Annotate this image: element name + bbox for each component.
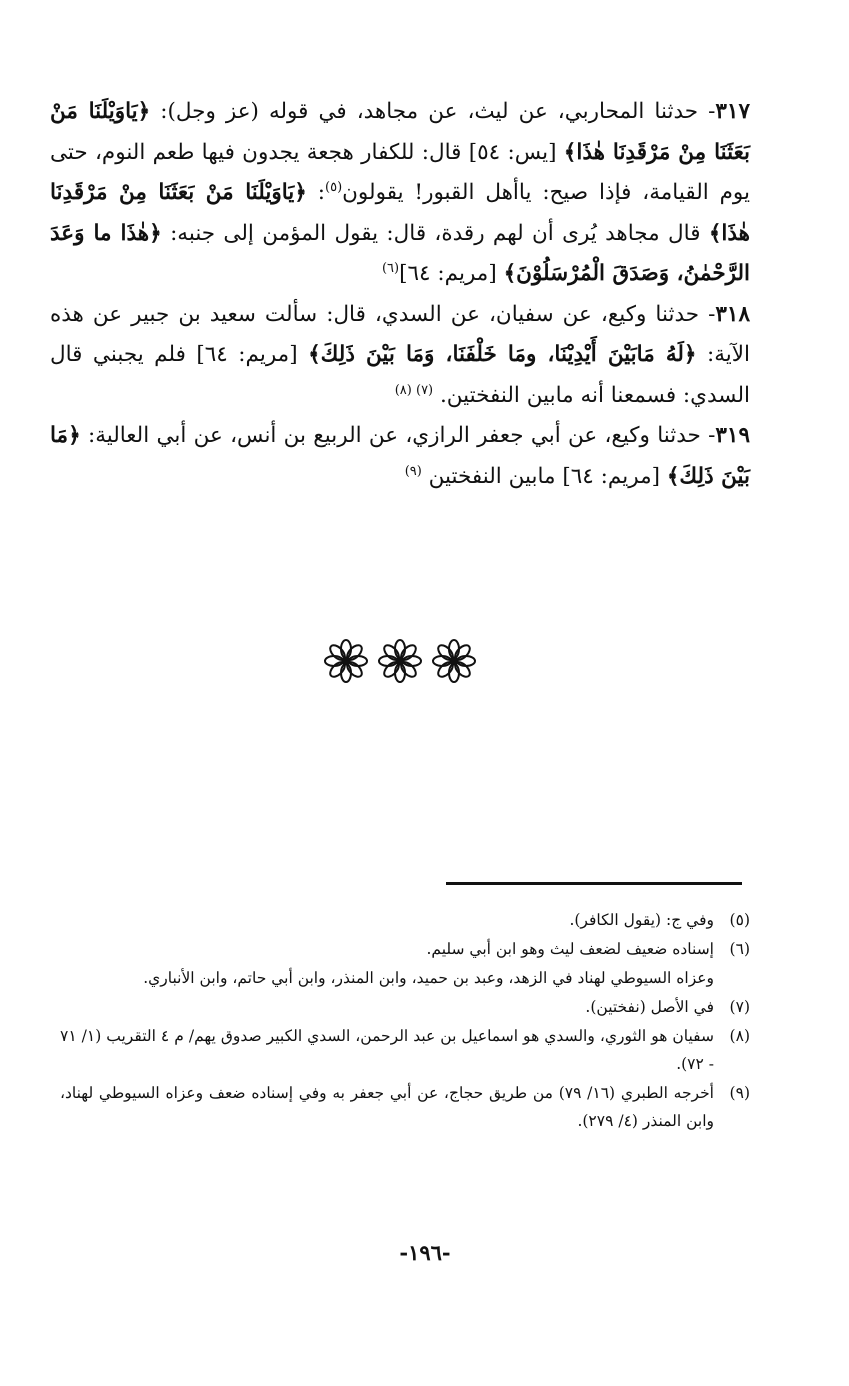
section-ornament <box>322 635 478 687</box>
footnote-number: (٧) <box>729 998 750 1016</box>
main-text <box>50 92 750 497</box>
footnote-5 <box>60 906 750 934</box>
narration-text: قال مجاهد يُرى أن لهم رقدة، قال: يقول المؤمن إلى جنبه: <box>161 220 709 246</box>
footnote-divider <box>446 882 742 885</box>
narration-text: - حدثنا وكيع، عن سفيان، عن السدي، قال: سألت سعيد بن جبير عن هذه الآية: <box>50 301 750 367</box>
hadith-number: ٣١٩ <box>715 423 750 448</box>
footnote-text: وعزاه السيوطي لهناد في الزهد، وعبد بن حميد، وابن المنذر، وابن أبي حاتم، وابن الأنباري. <box>143 969 714 987</box>
footnote-text: إسناده ضعيف لضعف ليث وهو ابن أبي سليم. <box>426 940 714 958</box>
footnote-8 <box>60 1022 750 1078</box>
narration-text: - حدثنا وكيع، عن أبي جعفر الرازي، عن الربيع بن أنس، عن أبي العالية: <box>80 423 716 448</box>
quran-quote: ﴿يَاوَيْلَنَا مَنْ بَعَثَنَا مِنْ مَرْقَدِنَا هٰذَا﴾ <box>50 180 751 246</box>
flower-ornament-icon <box>322 637 370 685</box>
narration-text: : <box>306 180 325 205</box>
hadith-318 <box>50 295 750 417</box>
footnote-ref: (٥) <box>325 179 343 195</box>
quran-quote: ﴿لَهُ مَابَيْنَ أَيْدِيْنَا، ومَا خَلْفَنَا، وَمَا بَيْنَ ذَلِكَ﴾ <box>308 342 697 367</box>
footnote-6-continuation <box>60 964 750 992</box>
narration-text: [مريم: ٦٤] مابين النفختين <box>421 463 667 489</box>
footnote-number: (٦) <box>729 940 750 958</box>
hadith-317 <box>50 92 750 295</box>
footnote-text: أخرجه الطبري (١٦/ ٧٩) من طريق حجاج، عن أبي جعفر به وفي إسناده ضعف وعزاه السيوطي لهناد، وابن المنذر (٤/ ٢٧٩). <box>60 1084 714 1130</box>
footnote-number: (٨) <box>729 1027 750 1045</box>
quran-quote: ﴿مَا بَيْنَ ذَلِكَ﴾ <box>50 423 750 489</box>
quran-quote: ﴿هٰذَا ما وَعَدَ الرَّحْمٰنُ، وَصَدَقَ الْمُرْسَلُوْنَ﴾ <box>50 220 750 286</box>
narration-text: [مريم: ٦٤] فلم يجبني قال السدي: فسمعنا أنه مابين النفختين. <box>50 342 750 408</box>
footnote-7 <box>60 993 750 1021</box>
footnote-text: في الأصل (نفختين). <box>585 998 714 1016</box>
hadith-number: ٣١٧ <box>715 99 750 124</box>
flower-ornament-icon <box>376 637 424 685</box>
footnote-ref: (٩) <box>404 463 422 479</box>
page-number: -١٩٦- <box>399 1240 451 1265</box>
hadith-number: ٣١٨ <box>715 301 750 327</box>
footnote-ref: (٦) <box>381 260 400 276</box>
footnote-6 <box>60 935 750 963</box>
quran-quote: ﴿يَاوَيْلَنَا مَنْ بَعَثَنَا مِنْ مَرْقَدِنَا هٰذَا﴾ <box>50 99 750 165</box>
verse-reference: [مريم: ٦٤] <box>399 261 504 286</box>
footnote-ref: (٧) (٨) <box>394 382 434 398</box>
footnote-text: وفي ج: (يقول الكافر). <box>569 911 714 929</box>
hadith-319 <box>50 416 750 497</box>
footnote-text: سفيان هو الثوري، والسدي هو اسماعيل بن عبد الرحمن، السدي الكبير صدوق يهم/ م ٤ التقريب (١/ ٧١ - ٧٢). <box>60 1027 714 1073</box>
narration-text: [يس: ٥٤] قال: للكفار هجعة يجدون فيها طعم النوم، حتى يوم القيامة، فإذا صيح: ياأهل القبور! يقولون <box>50 139 750 205</box>
footnote-number: (٩) <box>729 1084 750 1102</box>
footnote-9 <box>60 1079 750 1135</box>
flower-ornament-icon <box>430 637 478 685</box>
footnote-number: (٥) <box>729 911 750 929</box>
narration-text: - حدثنا المحاربي، عن ليث، عن مجاهد، في قوله (عز وجل): <box>150 99 716 124</box>
footnotes <box>60 906 750 1136</box>
